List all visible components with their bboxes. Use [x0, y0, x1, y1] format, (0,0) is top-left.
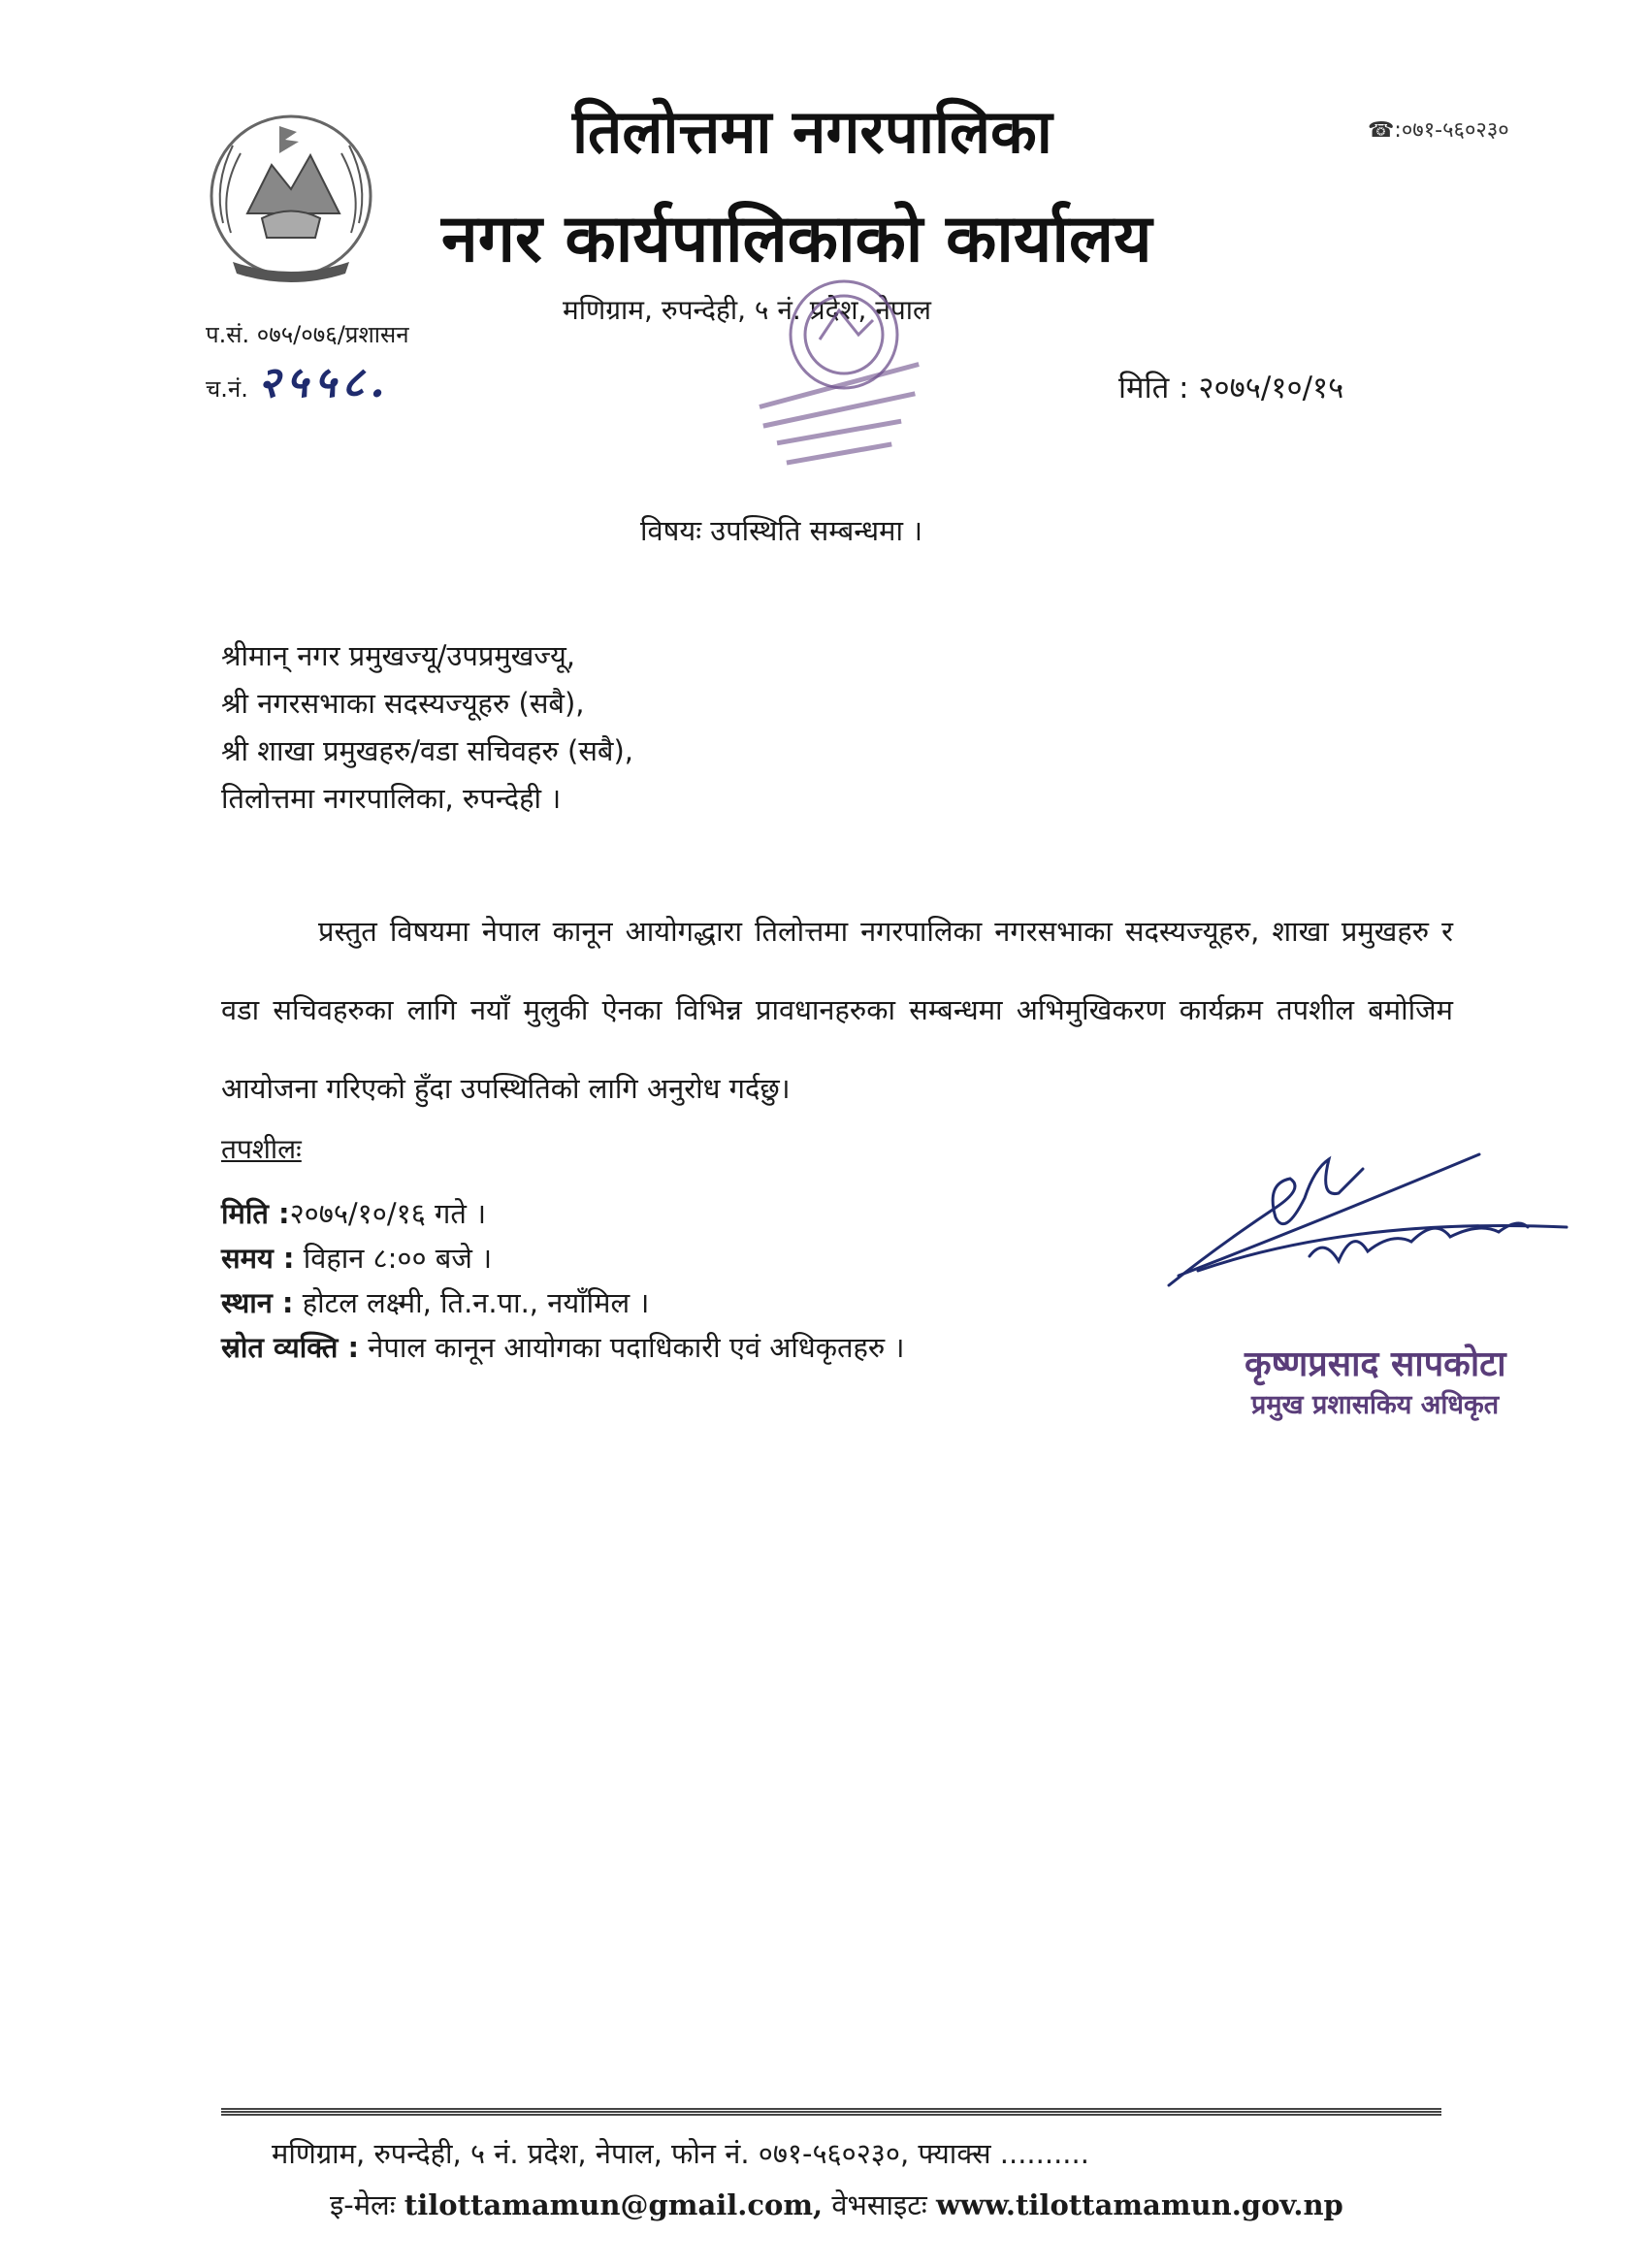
phone-number: ☎:०७१-५६०२३० [1368, 118, 1509, 143]
website-label: वेभसाइटः [831, 2188, 927, 2221]
office-seal-stamp [737, 267, 960, 475]
detail-label: मिति : [221, 1197, 290, 1230]
email-label: इ-मेलः [330, 2188, 396, 2221]
detail-label: स्थान : [221, 1286, 294, 1319]
dispatch-number-value: २५५८. [257, 358, 391, 407]
dispatch-number [206, 351, 391, 409]
recipient-line: श्रीमान् नगर प्रमुखज्यू/उपप्रमुखज्यू, [221, 639, 576, 672]
detail-label: स्रोत व्यक्ति : [221, 1331, 360, 1364]
footer-contact [330, 2186, 1343, 2223]
detail-value: होटल लक्ष्मी, ति.न.पा., नयाँमिल । [302, 1286, 650, 1319]
details-list [221, 1191, 904, 1370]
recipient-line: श्री नगरसभाका सदस्यज्यूहरु (सबै), [221, 687, 585, 720]
website-link[interactable]: www.tilottamamun.gov.np [935, 2188, 1343, 2221]
email-link[interactable]: tilottamamun@gmail.com, [404, 2188, 824, 2221]
office-name: नगर कार्यपालिकाको कार्यालय [441, 201, 1152, 277]
detail-item [221, 1191, 904, 1236]
detail-value: नेपाल कानून आयोगका पदाधिकारी एवं अधिकृतहरु । [368, 1331, 905, 1364]
handwritten-signature [1159, 1140, 1586, 1314]
letter-subject: विषयः उपस्थिति सम्बन्धमा । [640, 514, 923, 547]
detail-item [221, 1325, 904, 1370]
office-address: मणिग्राम, रुपन्देही, ५ नं. प्रदेश, नेपाल [563, 294, 932, 326]
reference-number: प.सं. ०७५/०७६/प्रशासन [206, 321, 409, 348]
detail-label: समय : [221, 1242, 295, 1275]
recipient-line: श्री शाखा प्रमुखहरु/वडा सचिवहरु (सबै), [221, 734, 634, 767]
letter-date: मिति : २०७५/१०/१५ [1118, 371, 1344, 405]
organization-name: तिलोत्तमा नगरपालिका [572, 96, 1052, 167]
recipient-line: तिलोत्तमा नगरपालिका, रुपन्देही । [221, 782, 562, 815]
dispatch-label: च.नं. [206, 375, 248, 403]
signatory-title: प्रमुख प्रशासकिय अधिकृत [1251, 1390, 1500, 1420]
footer-address: मणिग्राम, रुपन्देही, ५ नं. प्रदेश, नेपाल, फोन नं. ०७१-५६०२३०, फ्याक्स .......... [272, 2137, 1089, 2170]
letter-body-text: प्रस्तुत विषयमा नेपाल कानून आयोगद्धारा तिलोत्तमा नगरपालिका नगरसभाका सदस्यज्यूहरु, शाखा प्रमुखहरु र वडा सचिवहरुका लागि नयाँ मुलुकी ऐनका विभिन्न प्रावधानहरुका सम्बन्धमा अभिमुखिकरण कार्यक्रम तपशील बमोजिम आयोजना गरिएको हुँदा उपस्थितिको लागि अनुरोध गर्दछु। [221, 915, 1453, 1105]
recipients-block [221, 632, 633, 823]
details-heading: तपशीलः [221, 1133, 302, 1165]
letter-body [221, 892, 1453, 1128]
detail-value: विहान ८:०० बजे । [303, 1242, 493, 1275]
footer-divider [221, 2108, 1441, 2117]
signatory-name: कृष्णप्रसाद सापकोटा [1245, 1345, 1506, 1384]
detail-item [221, 1280, 904, 1325]
detail-item [221, 1236, 904, 1280]
nepal-emblem-icon [194, 107, 388, 291]
detail-value: २०७५/१०/१६ गते । [289, 1197, 487, 1230]
